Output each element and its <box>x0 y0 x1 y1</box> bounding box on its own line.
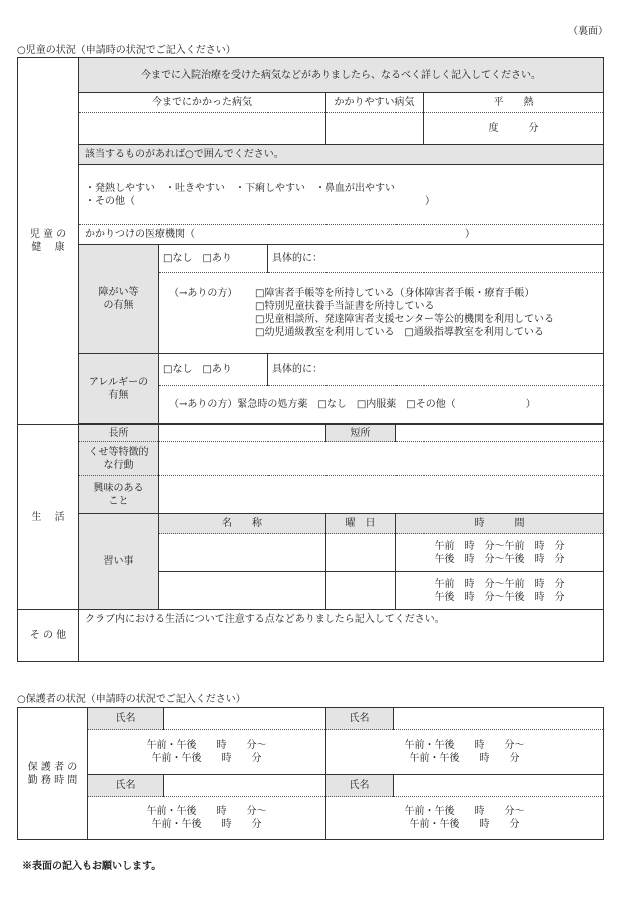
child-section-heading: ○児童の状況（申請時の状況でご記入ください） <box>17 45 236 56</box>
lesson1-time[interactable]: 午前 時 分〜午前 時 分 午後 時 分〜午後 時 分 <box>396 534 604 572</box>
disability-opt1[interactable]: □障害者手帳等を所持している（身体障害者手帳・療育手帳） <box>255 288 535 299</box>
health-intro: 今までに入院治療を受けた病気などがありましたら、なるべく詳しく記入してください。 <box>79 58 604 93</box>
allergy-detail[interactable]: 具体的に： <box>268 354 604 386</box>
guardian-table <box>17 707 604 840</box>
disability-label: 障がい等 の有無 <box>79 245 159 354</box>
col-past-illness: 今までにかかった病気 <box>79 93 326 113</box>
guardian-label: 保 護 者 の 勤 務 時 間 <box>18 708 88 840</box>
guardian2-name-label: 氏名 <box>326 708 394 730</box>
col-lesson-name: 名 称 <box>159 514 326 534</box>
disability-options[interactable]: （→ありの方） □障害者手帳等を所持している（身体障害者手帳・療育手帳） □特別児童扶養手当証書を所持している □児童相談所、発達障害者支援センター等公的機関を利用している □幼児通級教室を利用している □通級指導教室を利用している <box>159 273 604 354</box>
guardian1-name-field[interactable] <box>164 708 326 730</box>
col-lesson-time: 時 間 <box>396 514 604 534</box>
lesson2-day[interactable] <box>326 572 396 610</box>
other-field[interactable]: クラブ内における生活について注意する点などありましたら記入してください。 <box>79 610 604 662</box>
normal-temp-field[interactable]: 度 分 <box>424 113 604 145</box>
disability-detail[interactable]: 具体的に： <box>268 245 604 273</box>
col-normal-temp: 平 熱 <box>424 93 604 113</box>
col-lesson-day: 曜 日 <box>326 514 396 534</box>
lesson2-name[interactable] <box>159 572 326 610</box>
interests-label: 興味のある こと <box>79 476 159 514</box>
guardian-section-heading: ○保護者の状況（申請時の状況でご記入ください） <box>17 694 246 705</box>
guardian4-hours[interactable]: 午前・午後 時 分〜 午前・午後 時 分 <box>326 797 604 840</box>
strength-label: 長所 <box>79 425 159 442</box>
other-label: そ の 他 <box>18 610 79 662</box>
guardian1-hours[interactable]: 午前・午後 時 分〜 午前・午後 時 分 <box>88 730 326 775</box>
interests-field[interactable] <box>159 476 604 514</box>
guardian2-name-field[interactable] <box>394 708 604 730</box>
guardian1-name-label: 氏名 <box>88 708 164 730</box>
guardian2-hours[interactable]: 午前・午後 時 分〜 午前・午後 時 分 <box>326 730 604 775</box>
lessons-label: 習い事 <box>79 514 159 610</box>
guardian3-hours[interactable]: 午前・午後 時 分〜 午前・午後 時 分 <box>88 797 326 840</box>
lesson2-time[interactable]: 午前 時 分〜午前 時 分 午後 時 分〜午後 時 分 <box>396 572 604 610</box>
guardian4-name-label: 氏名 <box>326 775 394 797</box>
lesson1-day[interactable] <box>326 534 396 572</box>
guardian3-name-field[interactable] <box>164 775 326 797</box>
weakness-label: 短所 <box>326 425 396 442</box>
guardian4-name-field[interactable] <box>394 775 604 797</box>
symptoms-options[interactable]: ・発熱しやすい ・吐きやすい ・下痢しやすい ・鼻血が出やすい ・その他（ ） <box>79 165 604 225</box>
clinic-field[interactable]: かかりつけの医療機関（ ） <box>79 225 604 245</box>
past-illness-field[interactable] <box>79 113 326 145</box>
child-status-table <box>17 57 604 662</box>
weakness-field[interactable] <box>396 425 604 442</box>
col-prone-illness: かかりやすい病気 <box>326 93 424 113</box>
strength-field[interactable] <box>159 425 326 442</box>
disability-opt4[interactable]: □幼児通級教室を利用している □通級指導教室を利用している <box>255 327 544 338</box>
allergy-emergency[interactable]: （→ありの方）緊急時の処方薬 □なし □内服薬 □その他（ ） <box>159 386 604 424</box>
page-label: （裏面） <box>568 26 608 37</box>
prone-illness-field[interactable] <box>326 113 424 145</box>
health-label: 児 童 の 健 康 <box>18 58 79 425</box>
allergy-label: アレルギーの 有無 <box>79 354 159 424</box>
disability-opt2[interactable]: □特別児童扶養手当証書を所持している <box>255 301 435 312</box>
check-intro: 該当するものがあれば○で囲んでください。 <box>79 145 604 165</box>
disability-opt3[interactable]: □児童相談所、発達障害者支援センター等公的機関を利用している <box>255 314 555 325</box>
life-label: 生 活 <box>18 425 79 610</box>
lesson1-name[interactable] <box>159 534 326 572</box>
allergy-choice[interactable]: □なし □あり <box>159 354 268 386</box>
habits-label: くせ等特徴的 な行動 <box>79 442 159 476</box>
footer-note: ※表面の記入もお願いします。 <box>22 861 162 872</box>
disability-choice[interactable]: □なし □あり <box>159 245 268 273</box>
habits-field[interactable] <box>159 442 604 476</box>
guardian3-name-label: 氏名 <box>88 775 164 797</box>
